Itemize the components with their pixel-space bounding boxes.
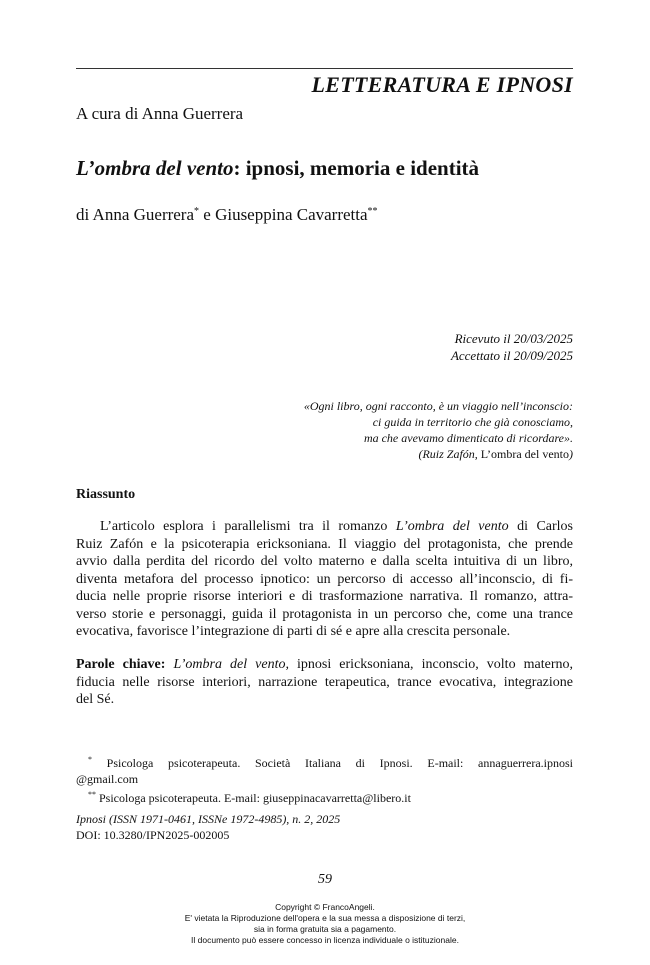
author-1-footnote-mark: *	[194, 206, 200, 217]
footnote-2-text: Psicologa psicoterapeuta. E-mail: giuseppinacavarretta@libero.it	[96, 791, 411, 805]
article-title	[76, 156, 479, 181]
abstract-text: L’articolo esplora i parallelismi tra il romanzo	[100, 519, 396, 534]
epigraph-source-author: (Ruiz Zafón,	[418, 447, 481, 461]
author-2: Giuseppina Cavarretta	[215, 205, 368, 224]
abstract-line: diventa metafora del processo ipnotico: un percorso di accesso all’inconscio, di fi-	[76, 571, 573, 587]
keywords-line	[76, 656, 573, 674]
abstract-line: avvio dalla perdita del ricordo del volto materno e dalla scelta intuitiva di un libro,	[76, 554, 573, 569]
author-1: Anna Guerrera	[92, 205, 195, 224]
keywords-label: Parole chiave:	[76, 657, 166, 672]
epigraph-line: ma che avevamo dimenticato di ricordare».	[363, 431, 573, 445]
section-title: LETTERATURA E IPNOSI	[311, 72, 573, 97]
editor-credit: A cura di Anna Guerrera	[76, 104, 244, 123]
abstract-text: di Carlos	[508, 519, 573, 534]
article-dates	[451, 330, 573, 364]
header-rule	[76, 68, 573, 69]
copyright-line: Copyright © FrancoAngeli.	[275, 902, 375, 912]
author-prefix: di	[76, 205, 93, 224]
title-italic: L’ombra del vento	[76, 156, 234, 180]
footnote-1-mark: *	[88, 755, 92, 764]
epigraph-source	[304, 446, 573, 462]
accepted-date: Accettato il 20/09/2025	[450, 348, 573, 363]
title-rest: : ipnosi, memoria e identità	[233, 156, 480, 180]
epigraph-line: «Ogni libro, ogni racconto, è un viaggio nell’inconscio:	[303, 399, 573, 413]
abstract-line	[76, 518, 573, 536]
footnote-1-cont: @gmail.com	[76, 772, 139, 786]
footnote-1-text: Psicologa psicoterapeuta. Società Italiana di Ipnosi. E-mail: annaguerrera.ipnosi	[92, 756, 573, 770]
page-number: 59	[318, 872, 332, 887]
copyright-notice	[0, 902, 650, 946]
copyright-line: E' vietata la Riproduzione dell'opera e la sua messa a disposizione di terzi,	[184, 913, 466, 923]
abstract-book-title: L’ombra del vento	[395, 519, 509, 534]
keyword-book-title: L’ombra del vento,	[173, 657, 289, 672]
abstract-line: Ruiz Zafón e la psicoterapia ericksoniana. Il viaggio del protagonista, che prende	[76, 536, 573, 552]
author-join: e	[199, 205, 216, 224]
footnote-2	[76, 787, 573, 806]
abstract-heading: Riassunto	[76, 487, 136, 502]
keywords	[76, 656, 573, 709]
abstract-body	[76, 518, 573, 641]
epigraph-source-title: L’ombra del vento	[480, 447, 569, 461]
abstract-line: ducia nelle proprie risorse interiori e di trasformazione narrativa. Il romanzo, attra-	[76, 589, 573, 604]
epigraph-source-close: )	[569, 447, 573, 461]
journal-citation: Ipnosi (ISSN 1971-0461, ISSNe 1972-4985), n. 2, 2025	[76, 812, 341, 826]
abstract-line: evocativa, favorisce l’integrazione di parti di sé e apre alla crescita personale.	[76, 624, 511, 639]
keywords-text: ipnosi ericksoniana, inconscio, volto materno,	[288, 657, 573, 672]
keywords-line: del Sé.	[76, 692, 115, 707]
copyright-line: Il documento può essere concesso in licenza individuale o istituzionale.	[191, 935, 459, 945]
epigraph	[304, 398, 573, 462]
journal-doi: DOI: 10.3280/IPN2025-002005	[76, 828, 230, 842]
keywords-line: fiducia nelle risorse interiori, narrazione terapeutica, trance evocativa, integrazione	[76, 674, 573, 690]
article-authors	[76, 205, 378, 225]
epigraph-line: ci guida in territorio che già conosciamo,	[372, 415, 573, 429]
author-2-footnote-mark: **	[367, 206, 378, 217]
received-date: Ricevuto il 20/03/2025	[454, 331, 573, 346]
footnotes	[76, 752, 573, 806]
footnote-1	[76, 752, 573, 771]
abstract-line: verso storie e personaggi, guida il protagonista in un percorso che, come una trance	[76, 606, 573, 622]
footnote-2-mark: **	[88, 790, 96, 799]
journal-info	[76, 811, 340, 843]
copyright-line: sia in forma gratuita sia a pagamento.	[253, 924, 397, 934]
